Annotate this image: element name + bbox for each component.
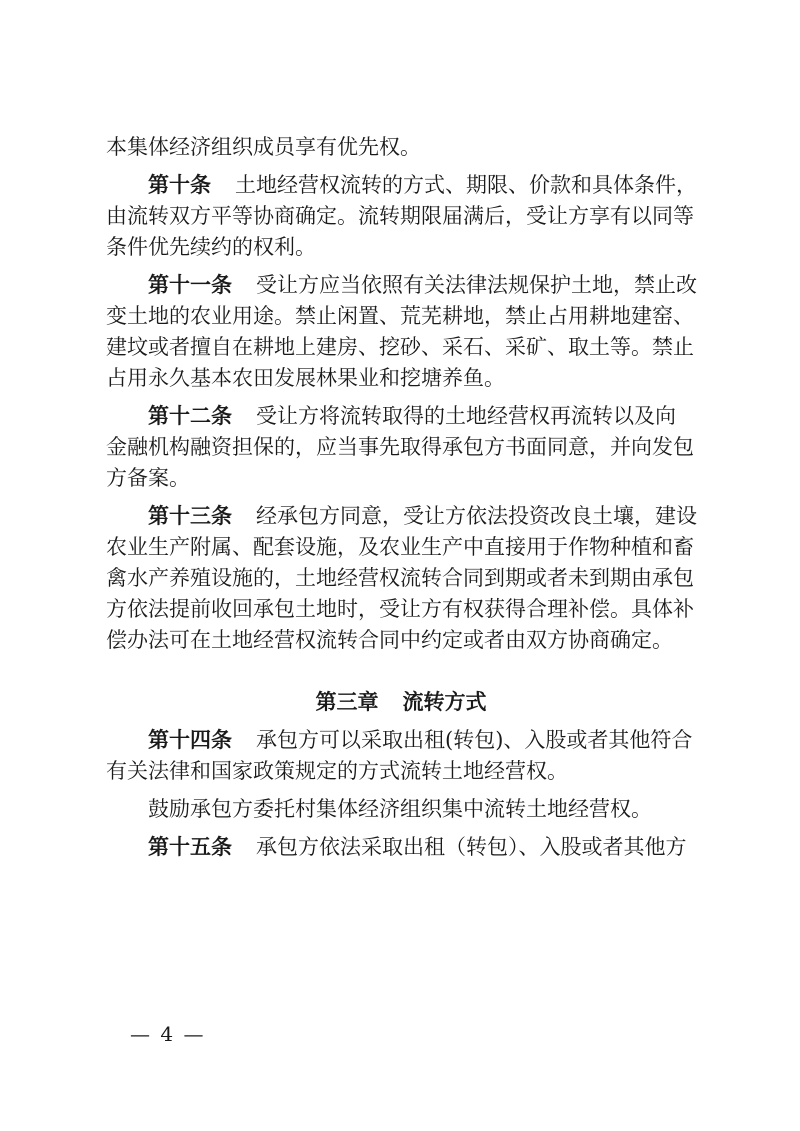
text-line: 偿办法可在土地经营权流转合同中约定或者由双方协商确定。 [106, 628, 673, 652]
article-first-line [106, 832, 696, 863]
article-label: 第十二条 [148, 404, 232, 428]
text-line: 建坟或者擅自在耕地上建房、挖砂、采石、采矿、取土等。禁止 [106, 335, 694, 359]
article-12 [106, 401, 696, 494]
article-text: 受让方将流转取得的土地经营权再流转以及向 [256, 404, 676, 428]
chapter-number: 第三章 [315, 690, 379, 714]
article-text: 土地经营权流转的方式、期限、价款和具体条件， [235, 173, 697, 197]
article-first-line [106, 725, 696, 756]
text-line: 禽水产养殖设施的，土地经营权流转合同到期或者未到期由承包 [106, 566, 694, 590]
article-label: 第十一条 [148, 273, 232, 297]
text-line: 占用永久基本农田发展林果业和挖塘养鱼。 [106, 366, 505, 390]
chapter-title: 流转方式 [402, 690, 487, 714]
article-10 [106, 170, 696, 263]
article-label: 第十条 [148, 173, 211, 197]
article-14 [106, 725, 696, 787]
article-text: 承包方可以采取出租(转包)、入股或者其他符合 [256, 728, 693, 752]
article-first-line [106, 501, 696, 532]
article-text: 受让方应当依照有关法律法规保护土地，禁止改 [256, 273, 697, 297]
article-label: 第十五条 [148, 835, 232, 859]
text-line: 方备案。 [106, 466, 190, 490]
text-line: 本集体经济组织成员享有优先权。 [106, 135, 421, 159]
page-number: — 4 — [130, 1022, 206, 1046]
text-line: 农业生产附属、配套设施，及农业生产中直接用于作物种植和畜 [106, 535, 694, 559]
article-label: 第十四条 [148, 728, 232, 752]
article-15 [106, 832, 696, 863]
article-first-line [106, 401, 696, 432]
text-line: 变土地的农业用途。禁止闲置、荒芜耕地，禁止占用耕地建窑、 [106, 304, 694, 328]
text-line: 由流转双方平等协商确定。流转期限届满后，受让方享有以同等 [106, 204, 694, 228]
article-first-line [106, 270, 696, 301]
chapter-heading [106, 687, 696, 718]
article-first-line [106, 170, 696, 201]
text-line: 条件优先续约的权利。 [106, 235, 316, 259]
text-line: 有关法律和国家政策规定的方式流转土地经营权。 [106, 759, 568, 783]
article-text: 经承包方同意，受让方依法投资改良土壤，建设 [256, 504, 697, 528]
paragraph: 鼓励承包方委托村集体经济组织集中流转土地经营权。 [148, 797, 652, 821]
document-body [106, 132, 696, 863]
text-line: 方依法提前收回承包土地时，受让方有权获得合理补偿。具体补 [106, 597, 694, 621]
article-13 [106, 501, 696, 656]
article-text: 承包方依法采取出租（转包）、入股或者其他方 [256, 835, 687, 859]
article-11 [106, 270, 696, 394]
text-line: 金融机构融资担保的，应当事先取得承包方书面同意，并向发包 [106, 435, 694, 459]
article-label: 第十三条 [148, 504, 232, 528]
